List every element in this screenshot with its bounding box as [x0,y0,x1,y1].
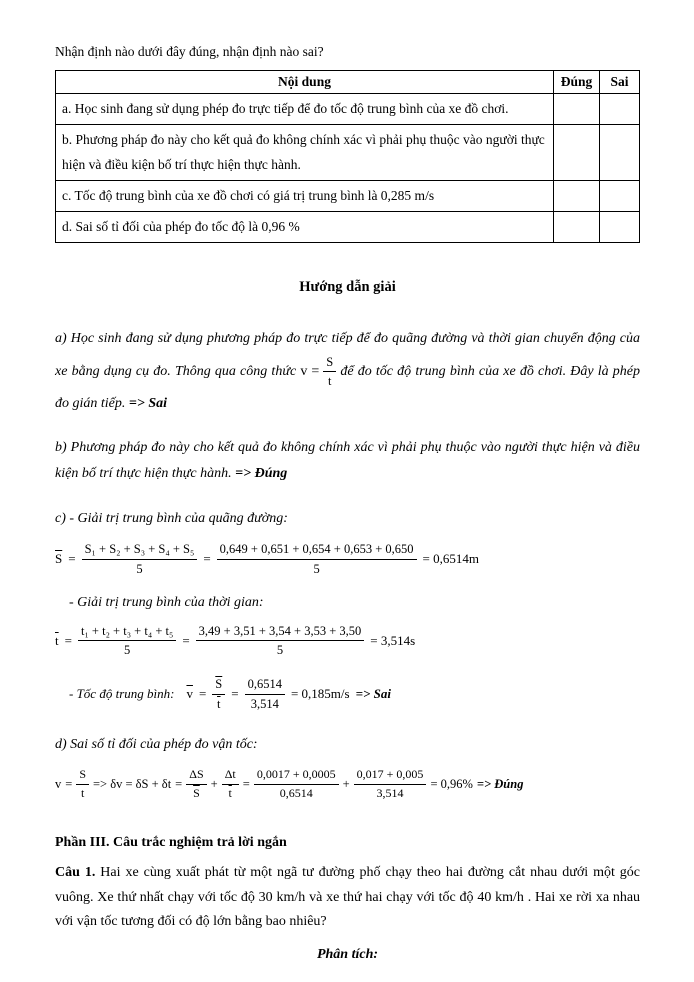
solution-d-verdict [477,777,524,792]
fraction-s-terms: $\frac{\text{S₁ + S₂ + S₃ + S₄ + S₅}}{5}$ [82,541,198,577]
solution-b-text: Phương pháp đo này cho kết quả đo không chính xác vì phải phụ thuộc vào người thực hiện và điều kiện bố trí thực hiện thực hành. [55,439,641,482]
question-intro: Nhận định nào dưới đây đúng, nhận định nào sai? [55,44,324,59]
v-bar-symbol: $\overline{v}$ [186,686,193,702]
formula-relative-error [55,767,640,801]
formula-average-distance [55,541,640,577]
formula-result: = 0,96% [430,776,473,791]
fraction-sbar-over-tbar: $\frac{\overline{S}}{t}$ [212,676,225,712]
equals-sign: = [175,776,183,791]
header-noi-dung: Nội dung [56,71,554,94]
formula-result: = 0,185m/s [290,686,350,702]
fraction-t-terms: $\frac{\text{t₁ + t₂ + t₃ + t₄ + t₅}}{5}$ [78,623,176,659]
fraction-delta-s: $\frac{\Delta S}{S}$ [186,767,206,801]
solution-a-label: a) [55,331,67,347]
equals-sign: = [203,551,211,567]
verdict-text: Sai [373,686,392,702]
plus-sign: + [210,776,218,791]
question-1 [55,861,640,935]
solution-c-time-label: - Giải trị trung bình của thời gian: [69,594,264,610]
sai-cell-a[interactable] [600,94,640,125]
arrow: => [476,776,492,791]
table-row-b [56,125,640,181]
s-bar-symbol: $\overline{S}$ [55,551,63,567]
fraction-delta-t-values: $\frac{0,017 + 0,005}{3,514}$ [354,767,427,801]
solution-b-label: b) [55,439,67,455]
analysis-title: Phân tích: [316,946,379,962]
equals-sign: = [68,551,76,567]
solution-a-verdict [129,396,167,411]
equals-sign: = [65,776,73,791]
solution-d-intro [55,730,640,759]
solution-paragraph-a [55,324,640,418]
equals-sign: = [182,632,190,648]
solution-d-text: Sai số tỉ đối của phép đo vận tốc: [70,736,258,752]
dung-cell-b[interactable] [554,125,600,181]
inline-formula-v [300,354,336,390]
fraction-t-values: $\frac{3,49 + 3,51 + 3,54 + 3,53 + 3,50}{5}$ [196,623,365,659]
fraction-s-over-t: $\frac{S}{t}$ [76,767,89,801]
equals-sign: = [198,686,207,702]
solution-a-text1: Học sinh đang sử dụng phương pháp đo trực tiếp để đo quãng đường và thời gian chuyển động của xe bằng dụng cụ đo. Thông qua công thức [55,331,640,379]
question-1-text1: Hai xe cùng xuất phát từ một ngã tư đường phố chạy theo hai đường cắt nhau dưới một góc vuông. Xe thứ nhất chạy với tốc độ [55,865,640,905]
statement-d: d. Sai số tỉ đối của phép đo tốc độ là 0,96 % [56,212,554,243]
verdict-text: Đúng [494,776,524,791]
verdict-text: Đúng [254,466,288,482]
equals-sign: = [64,632,72,648]
header-sai: Sai [600,71,640,94]
fraction-delta-s-values: $\frac{0,0017 + 0,0005}{0,6514}$ [254,767,339,801]
formula-average-time [55,623,640,659]
equals-sign: = [311,363,320,379]
question-1-text3: . Hai xe rời xa nhau với vận tốc tương đối có độ lớn bằng bao nhiêu? [55,889,641,930]
statement-a: a. Học sinh đang sử dụng phép đo trực tiếp để đo tốc độ trung bình của xe đồ chơi. [56,94,554,125]
sai-cell-c[interactable] [600,180,640,211]
v-symbol: v [300,363,308,379]
speed-value-2: 40 km/h [477,889,524,905]
arrow: => [235,466,252,482]
header-dung: Đúng [554,71,600,94]
table-header-row [56,71,640,94]
verdict-text: Sai [148,396,168,412]
equals-sign: = [242,776,250,791]
question-1-text2: và xe thứ hai chạy với tốc độ [309,889,474,905]
assessment-table [55,70,640,243]
t-bar-symbol: $\overline{t}$ [55,632,59,648]
dung-cell-c[interactable] [554,180,600,211]
equals-sign: = [231,686,239,702]
solution-b-verdict [235,466,287,481]
question-1-label: Câu 1. [55,865,96,881]
formula-result: = 0,6514m [422,551,479,567]
speed-value-1: 30 km/h [258,889,306,905]
arrow: => [128,396,145,412]
formula-result: = 3,514s [370,632,416,648]
fraction-s-over-t: $\frac{S}{t}$ [323,354,336,390]
v-symbol: v [55,776,62,791]
formula-average-speed [69,676,640,712]
delta-expansion: => δv = δS + δt [93,776,172,791]
table-row-c [56,180,640,211]
arrow: => [355,686,371,702]
fraction-delta-t: $\frac{\Delta t}{t}$ [222,767,239,801]
solution-c-intro: c) - Giải trị trung bình của quãng đường: [55,510,288,526]
table-row-d [56,212,640,243]
statement-c: c. Tốc độ trung bình của xe đồ chơi có giá trị trung bình là 0,285 m/s [56,180,554,211]
part3-title: Phần III. Câu trắc nghiệm trả lời ngắn [55,835,287,851]
sai-cell-d[interactable] [600,212,640,243]
plus-sign: + [342,776,350,791]
solution-d-label: d) [55,736,67,752]
fraction-s-values: $\frac{0,649 + 0,651 + 0,654 + 0,653 + 0,650}{5}$ [217,541,417,577]
table-row-a [56,94,640,125]
solution-title: Hướng dẫn giải [299,279,396,296]
solution-paragraph-b [55,435,640,488]
solution-a-text2: để đo tốc độ trung bình của xe đồ chơi. Đây là phép đo gián tiếp. [55,363,640,412]
dung-cell-d[interactable] [554,212,600,243]
sai-cell-b[interactable] [600,125,640,181]
dung-cell-a[interactable] [554,94,600,125]
solution-c-speed-label: - Tốc độ trung bình: [69,686,175,702]
fraction-speed-values: $\frac{0,6514}{3,514}$ [245,676,285,712]
solution-c-verdict [356,686,391,702]
statement-b: b. Phương pháp đo này cho kết quả đo không chính xác vì phải phụ thuộc vào người thực hiện và điều kiện bố trí thực hiện thực hành. [56,125,554,181]
